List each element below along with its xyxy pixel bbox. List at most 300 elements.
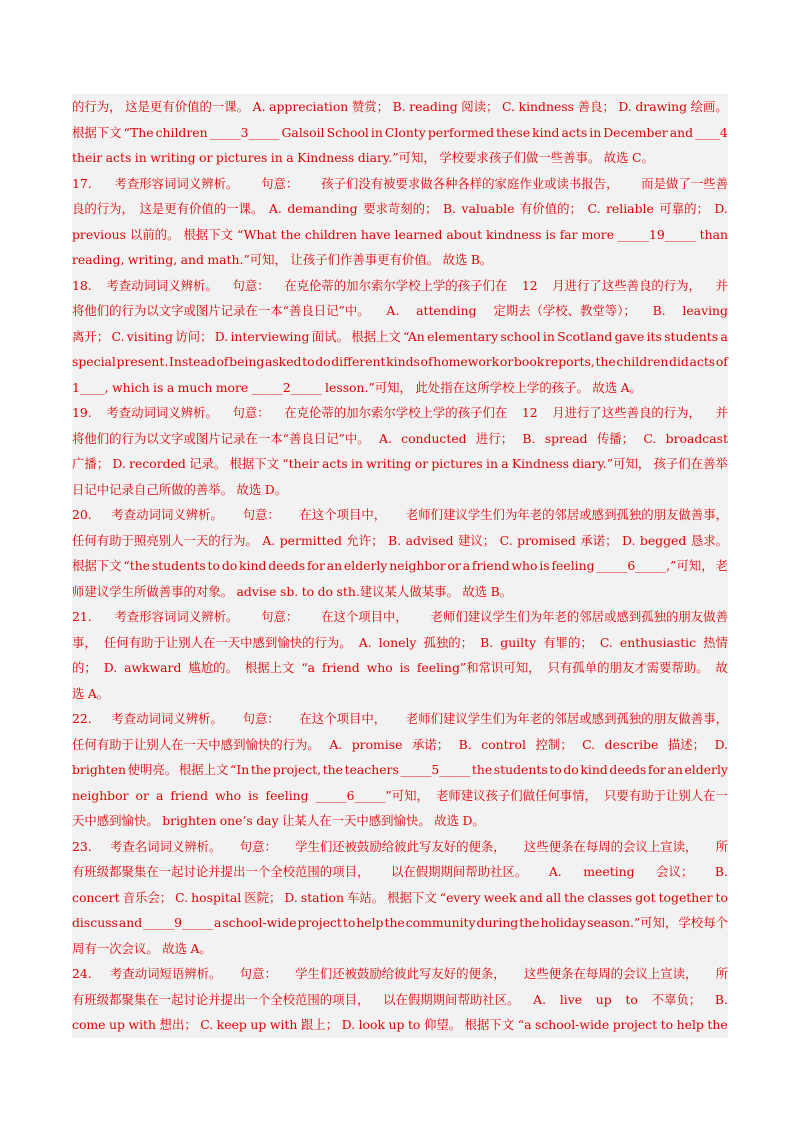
text-fragment: 的行为， xyxy=(72,99,122,114)
text-fragment: 根据上文 xyxy=(244,660,295,675)
text-fragment: for xyxy=(647,762,666,777)
text-fragment: B. xyxy=(652,303,666,318)
text-fragment: A. xyxy=(262,532,276,548)
text-fragment: pictures xyxy=(431,456,483,471)
text-fragment: to xyxy=(549,762,562,777)
text-fragment: do xyxy=(315,354,331,369)
text-fragment: A. xyxy=(548,864,562,879)
text-fragment: for xyxy=(306,558,325,573)
text-line xyxy=(72,936,728,962)
text-fragment: 可靠的； xyxy=(659,201,709,216)
text-fragment: B. xyxy=(714,864,728,879)
text-fragment: of xyxy=(420,354,433,369)
text-fragment: 任何有助于照亮别人一天的行为。 xyxy=(72,532,258,548)
text-fragment: 根据下文 xyxy=(387,889,437,905)
text-fragment: elderly xyxy=(343,558,388,573)
text-fragment: in xyxy=(589,124,602,140)
text-fragment: in xyxy=(350,456,363,471)
text-fragment: 以在假期期间帮助社区。 xyxy=(383,991,520,1007)
text-fragment: have xyxy=(360,226,391,242)
text-fragment: book xyxy=(513,354,545,369)
answer-blank: _____6_____”可知， xyxy=(315,787,429,803)
text-fragment: D. xyxy=(284,889,298,905)
text-fragment: D. xyxy=(103,660,118,675)
text-fragment: sb. xyxy=(280,583,299,599)
text-fragment: students xyxy=(151,558,206,573)
text-fragment: look xyxy=(358,1017,385,1032)
text-fragment: 老师们建议学生们为年老的邻居或感到孤独的朋友做善 xyxy=(430,609,728,624)
text-fragment: 周有一次会议。 xyxy=(72,940,159,956)
text-line xyxy=(72,885,728,911)
text-fragment: lonely xyxy=(378,634,417,650)
text-fragment: the xyxy=(471,762,493,777)
text-fragment: an xyxy=(326,558,343,573)
text-fragment: deeds xyxy=(268,558,306,573)
text-fragment: D. xyxy=(618,99,632,114)
text-fragment: acts xyxy=(689,354,716,369)
text-fragment: recorded xyxy=(129,456,186,471)
text-fragment: Kindness xyxy=(297,150,355,165)
text-fragment: 19. xyxy=(72,405,92,420)
text-fragment: and xyxy=(118,915,143,930)
text-fragment: 建议； xyxy=(458,532,496,548)
text-fragment: 热情 xyxy=(703,634,728,650)
text-line xyxy=(72,502,728,528)
text-fragment: 考查形容词词义辨析。 xyxy=(114,609,239,624)
answer-blank: _____19_____ xyxy=(617,226,696,242)
text-fragment: 定期去（学校、教堂等）； xyxy=(493,303,636,318)
text-fragment: A。 xyxy=(620,379,642,395)
text-line xyxy=(72,808,728,834)
text-fragment: 学校每个 xyxy=(678,915,728,930)
text-line xyxy=(72,834,728,860)
text-fragment: C. xyxy=(499,532,513,548)
text-fragment: 以前的。 xyxy=(129,226,180,242)
text-fragment: holiday xyxy=(540,915,587,930)
text-fragment: 想出； xyxy=(159,1017,197,1032)
text-fragment: help xyxy=(676,1017,704,1032)
text-fragment: advise xyxy=(236,583,277,599)
text-line xyxy=(72,171,728,197)
text-fragment: or xyxy=(414,456,429,471)
text-fragment: asked xyxy=(264,354,302,369)
text-fragment: 恳求。 xyxy=(690,532,728,548)
text-line xyxy=(72,273,728,299)
text-line xyxy=(72,553,728,579)
text-fragment: to xyxy=(715,889,728,905)
text-fragment: special xyxy=(72,354,116,369)
text-fragment: did xyxy=(669,354,689,369)
text-fragment: 根据下文 xyxy=(72,124,122,140)
text-fragment: 这些便条在每周的会议上宣读， xyxy=(523,838,698,854)
text-fragment: up xyxy=(109,1017,125,1032)
text-fragment: 赞赏； xyxy=(351,99,390,114)
text-fragment: community xyxy=(405,915,476,930)
text-line xyxy=(72,630,728,656)
text-fragment: 故选 xyxy=(162,940,187,956)
text-fragment: with xyxy=(269,1017,298,1032)
text-fragment: the xyxy=(519,915,540,930)
text-fragment: project, xyxy=(272,762,322,777)
text-fragment: classes xyxy=(587,889,633,905)
text-fragment: 学校要求孩子们做一些善事。 xyxy=(439,150,601,165)
text-fragment: kinds xyxy=(386,354,420,369)
text-fragment: its xyxy=(646,328,662,344)
text-fragment: B。 xyxy=(490,583,513,599)
text-fragment: visiting xyxy=(126,328,173,344)
text-fragment: 老师们建议学生们为年老的邻居或感到孤独的朋友做善事， xyxy=(405,711,728,726)
text-fragment: previous xyxy=(72,226,126,242)
text-fragment: 描述； xyxy=(667,736,706,752)
text-fragment: begged xyxy=(639,532,687,548)
text-fragment: kind xyxy=(532,124,560,140)
text-fragment: reliable xyxy=(606,201,654,216)
text-fragment: 这是更有价值的一课。 xyxy=(125,99,250,114)
text-fragment: kind xyxy=(580,762,608,777)
text-fragment: 日记中记录自己所做的善举。 xyxy=(72,481,234,497)
text-fragment: friend xyxy=(321,660,360,675)
text-fragment: interviewing xyxy=(230,328,310,344)
text-fragment: gave xyxy=(614,328,645,344)
text-fragment: “The xyxy=(123,124,154,140)
text-fragment: 在这个项目中， xyxy=(321,609,408,624)
text-fragment: 句意： xyxy=(261,609,299,624)
text-fragment: B. xyxy=(522,430,536,446)
text-fragment: up xyxy=(250,1017,267,1032)
text-fragment: 离开； xyxy=(72,328,110,344)
text-fragment: 根据下文 xyxy=(72,558,122,573)
text-fragment: do xyxy=(563,762,579,777)
text-fragment: 有罪的； xyxy=(543,634,593,650)
text-fragment: 良的行为， xyxy=(72,201,134,216)
text-fragment: reports, xyxy=(544,354,595,369)
text-line xyxy=(72,732,728,758)
text-fragment: 故选 xyxy=(434,813,459,828)
text-line xyxy=(72,681,728,707)
text-fragment: 12 xyxy=(521,277,538,293)
text-line xyxy=(72,1012,728,1038)
text-fragment: is xyxy=(248,787,259,803)
text-fragment: in xyxy=(370,124,383,140)
text-fragment: 音乐会； xyxy=(122,889,173,905)
text-fragment: 故选 xyxy=(442,252,468,267)
text-fragment: students xyxy=(664,328,719,344)
text-fragment: to xyxy=(625,991,638,1007)
text-line xyxy=(72,579,728,605)
text-fragment: 在这个项目中， xyxy=(299,711,387,726)
text-fragment: 任何有助于让别人在一天中感到愉快的行为。 xyxy=(103,634,352,650)
text-fragment: 17. xyxy=(72,175,92,191)
text-fragment: 故选 xyxy=(236,481,262,497)
text-fragment: diary.”可知， xyxy=(357,150,436,165)
text-fragment: teachers xyxy=(344,762,399,777)
text-fragment: 控制； xyxy=(535,736,573,752)
text-fragment: or xyxy=(135,787,149,803)
text-fragment: 根据下文 xyxy=(464,1017,515,1032)
text-fragment: 句意： xyxy=(232,405,270,420)
text-fragment: of xyxy=(216,354,229,369)
text-fragment: 在克伦蒂的加尔索尔学校上学的孩子们在 xyxy=(284,405,508,420)
text-fragment: or xyxy=(199,150,213,165)
text-fragment: which xyxy=(112,379,150,395)
text-fragment: 孩子们没有被要求做各种各样的家庭作业或读书报告， xyxy=(321,175,619,191)
text-fragment: 24. xyxy=(72,966,92,981)
text-line xyxy=(72,298,728,324)
text-fragment: all xyxy=(545,889,562,905)
text-fragment: project xyxy=(612,1017,658,1032)
text-fragment: or xyxy=(447,558,461,573)
text-fragment: 将他们的行为以文字或图片记录在一本“善良日记”中。 xyxy=(72,430,370,446)
text-fragment: C. xyxy=(175,889,189,905)
text-fragment: 句意： xyxy=(242,711,280,726)
text-line xyxy=(72,783,728,809)
text-fragment: do xyxy=(317,583,334,599)
text-fragment: 22. xyxy=(72,711,92,726)
text-line xyxy=(72,426,728,452)
text-fragment: children xyxy=(304,226,357,242)
text-line xyxy=(72,247,728,273)
text-fragment: 老师建议孩子们做任何事情， xyxy=(435,787,598,803)
text-fragment: 只有孤单的朋友才需要帮助。 xyxy=(547,660,709,675)
text-fragment: 故选 xyxy=(603,150,629,165)
text-fragment: a xyxy=(166,379,175,395)
text-fragment: the xyxy=(707,1017,728,1032)
text-fragment: 孤独的； xyxy=(423,634,474,650)
text-fragment: a xyxy=(720,328,728,344)
text-fragment: 根据上文 xyxy=(178,762,229,777)
text-fragment: 句意： xyxy=(261,175,299,191)
text-fragment: 的； xyxy=(72,660,97,675)
text-fragment: acts xyxy=(105,150,132,165)
text-fragment: 老 xyxy=(715,558,728,573)
answer-blank: _____5_____ xyxy=(400,762,471,777)
text-fragment: 让孩子们作善事更有价值。 xyxy=(290,252,440,267)
text-fragment: and xyxy=(519,889,543,905)
text-fragment: writing, xyxy=(127,252,178,267)
text-fragment: 20. xyxy=(72,507,92,522)
text-fragment: valuable xyxy=(461,201,515,216)
text-fragment: far xyxy=(559,226,578,242)
text-fragment: B. xyxy=(458,736,472,752)
text-fragment: Galsoil xyxy=(281,124,325,140)
text-fragment: Scotland xyxy=(557,328,613,344)
text-fragment: sth.建议某人做某事。 xyxy=(336,583,459,599)
text-fragment: concert xyxy=(72,889,120,905)
text-fragment: 广播； xyxy=(72,456,110,471)
text-fragment: A. xyxy=(386,303,400,318)
text-fragment: promised xyxy=(517,532,576,548)
text-fragment: who xyxy=(511,558,538,573)
text-fragment: “What xyxy=(236,226,277,242)
text-fragment: and xyxy=(669,124,694,140)
text-fragment: 学生们还被鼓励给彼此写友好的便条， xyxy=(295,838,506,854)
text-fragment: A. xyxy=(268,201,282,216)
text-fragment: 要求苛刻的； xyxy=(363,201,438,216)
text-fragment: to xyxy=(660,1017,674,1032)
text-fragment: writing xyxy=(366,456,412,471)
text-fragment: to xyxy=(207,558,220,573)
text-line xyxy=(72,349,728,375)
text-fragment: with xyxy=(128,1017,156,1032)
text-fragment: the xyxy=(595,354,616,369)
text-fragment: to xyxy=(301,583,315,599)
text-fragment: 这是更有价值的一课。 xyxy=(139,201,264,216)
text-line xyxy=(72,706,728,732)
text-fragment: a xyxy=(462,558,471,573)
answer-blank: _____2_____ xyxy=(251,379,322,395)
text-fragment: 句意： xyxy=(239,838,277,854)
text-fragment: neighbor xyxy=(72,787,129,803)
text-fragment: of xyxy=(715,354,728,369)
text-fragment: kindness xyxy=(518,99,574,114)
text-fragment: 考查动词词义辨析。 xyxy=(106,277,218,293)
text-fragment: project xyxy=(297,915,342,930)
text-fragment: keep xyxy=(216,1017,247,1032)
text-fragment: to xyxy=(302,354,315,369)
text-fragment: C. xyxy=(599,634,613,650)
text-fragment: children xyxy=(616,354,669,369)
text-fragment: neighbor xyxy=(389,558,446,573)
text-fragment: in xyxy=(270,150,283,165)
text-fragment: December xyxy=(603,124,668,140)
text-fragment: diary.”可知， xyxy=(572,456,651,471)
text-fragment: D. xyxy=(341,1017,356,1032)
text-fragment: a xyxy=(286,150,294,165)
text-fragment: C。 xyxy=(632,150,654,165)
text-fragment: 故选 xyxy=(462,583,488,599)
text-fragment: D. xyxy=(112,456,126,471)
text-fragment: during xyxy=(476,915,519,930)
text-line xyxy=(72,859,728,885)
text-fragment: 事， xyxy=(72,634,97,650)
text-fragment: B. xyxy=(392,99,406,114)
text-fragment: feeling xyxy=(551,558,595,573)
text-fragment: these xyxy=(496,124,531,140)
text-fragment: is xyxy=(399,660,410,675)
text-fragment: 承诺； xyxy=(580,532,618,548)
text-fragment: control xyxy=(481,736,526,752)
text-fragment: drawing xyxy=(635,99,688,114)
text-fragment: school xyxy=(500,328,541,344)
text-fragment: D. xyxy=(214,328,229,344)
text-fragment: 师建议学生所做善事的对象。 xyxy=(72,583,234,599)
text-fragment: C. xyxy=(643,430,657,446)
text-fragment: in xyxy=(486,456,498,471)
text-fragment: present. xyxy=(116,354,169,369)
text-fragment: got xyxy=(635,889,656,905)
text-fragment: 有价值的； xyxy=(520,201,582,216)
text-fragment: 有班级都聚集在一起讨论并提出一个全校范围的项目， xyxy=(72,991,370,1007)
text-fragment: 阅读； xyxy=(461,99,499,114)
text-fragment: the xyxy=(280,226,301,242)
text-fragment: kind xyxy=(239,558,267,573)
text-fragment: 记录。 xyxy=(189,456,227,471)
text-fragment: together xyxy=(658,889,713,905)
text-fragment: much xyxy=(177,379,213,395)
text-fragment: hospital xyxy=(191,889,242,905)
text-fragment: homework xyxy=(433,354,500,369)
text-fragment: 23. xyxy=(72,838,92,854)
text-fragment: D。 xyxy=(462,813,485,828)
text-fragment: to xyxy=(342,915,356,930)
text-fragment: 而是做了一些善 xyxy=(641,175,728,191)
text-line xyxy=(72,94,728,120)
text-fragment: the xyxy=(250,762,272,777)
text-fragment: discuss xyxy=(72,915,118,930)
answer-blank: _____9_____ xyxy=(143,915,213,930)
text-fragment: D. xyxy=(714,201,728,216)
text-fragment: guilty xyxy=(500,634,537,650)
text-fragment: 尴尬的。 xyxy=(188,660,238,675)
text-fragment: reading xyxy=(409,99,458,114)
text-fragment: pictures xyxy=(215,150,268,165)
text-fragment: friend xyxy=(471,558,510,573)
text-fragment: 考查动词词义辨析。 xyxy=(106,405,218,420)
text-fragment: A. xyxy=(533,991,547,1007)
text-fragment: awkward xyxy=(124,660,182,675)
text-fragment: C. xyxy=(502,99,515,114)
text-fragment: brighten xyxy=(162,813,217,828)
text-fragment: who xyxy=(366,660,393,675)
text-fragment: demanding xyxy=(287,201,358,216)
text-fragment: or xyxy=(499,354,514,369)
text-fragment: than xyxy=(699,226,728,242)
text-fragment: 月进行了这些善良的行为， xyxy=(552,277,701,293)
text-fragment: reading, xyxy=(72,252,125,267)
text-fragment: Clonty xyxy=(384,124,426,140)
text-fragment: enthusiastic xyxy=(619,634,697,650)
text-line xyxy=(72,757,728,783)
text-fragment: D. xyxy=(621,532,636,548)
text-fragment: A. xyxy=(358,634,372,650)
text-fragment: a xyxy=(501,456,509,471)
text-fragment: “every xyxy=(439,889,481,905)
text-fragment: A。 xyxy=(87,685,110,701)
text-fragment: 老师们建议学生们为年老的邻居或感到孤独的朋友做善事， xyxy=(405,507,728,522)
text-fragment: and xyxy=(180,252,204,267)
text-fragment: 医院； xyxy=(244,889,282,905)
text-fragment: is xyxy=(539,558,550,573)
text-line xyxy=(72,120,728,146)
text-fragment: more xyxy=(215,379,249,395)
text-fragment: 所 xyxy=(715,838,728,854)
text-fragment: meeting xyxy=(583,864,635,879)
text-fragment: 任何有助于让别人在一天中感到愉快的行为。 xyxy=(72,736,320,752)
text-fragment: 句意： xyxy=(232,277,270,293)
text-fragment: 孩子们在善举 xyxy=(653,456,728,471)
text-fragment: the xyxy=(564,889,585,905)
text-fragment: 考查形容词词义辨析。 xyxy=(114,175,239,191)
text-fragment: up xyxy=(388,1017,405,1032)
text-line xyxy=(72,222,728,248)
text-fragment: 此处指在这所学校上学的孩子。 xyxy=(415,379,589,395)
text-fragment: children xyxy=(155,124,208,140)
text-fragment: 仰望。 xyxy=(423,1017,462,1032)
text-fragment: in xyxy=(542,328,555,344)
text-fragment: B. xyxy=(480,634,494,650)
text-fragment: do xyxy=(221,558,238,573)
text-fragment: C. xyxy=(587,201,601,216)
text-line xyxy=(72,451,728,477)
text-fragment: station xyxy=(300,889,344,905)
text-fragment: an xyxy=(667,762,683,777)
text-line xyxy=(72,910,728,936)
text-fragment: 以在假期期间帮助社区。 xyxy=(390,864,528,879)
text-fragment: 21. xyxy=(72,609,92,624)
text-fragment: B. xyxy=(388,532,402,548)
text-fragment: B. xyxy=(714,991,728,1007)
text-line xyxy=(72,961,728,987)
